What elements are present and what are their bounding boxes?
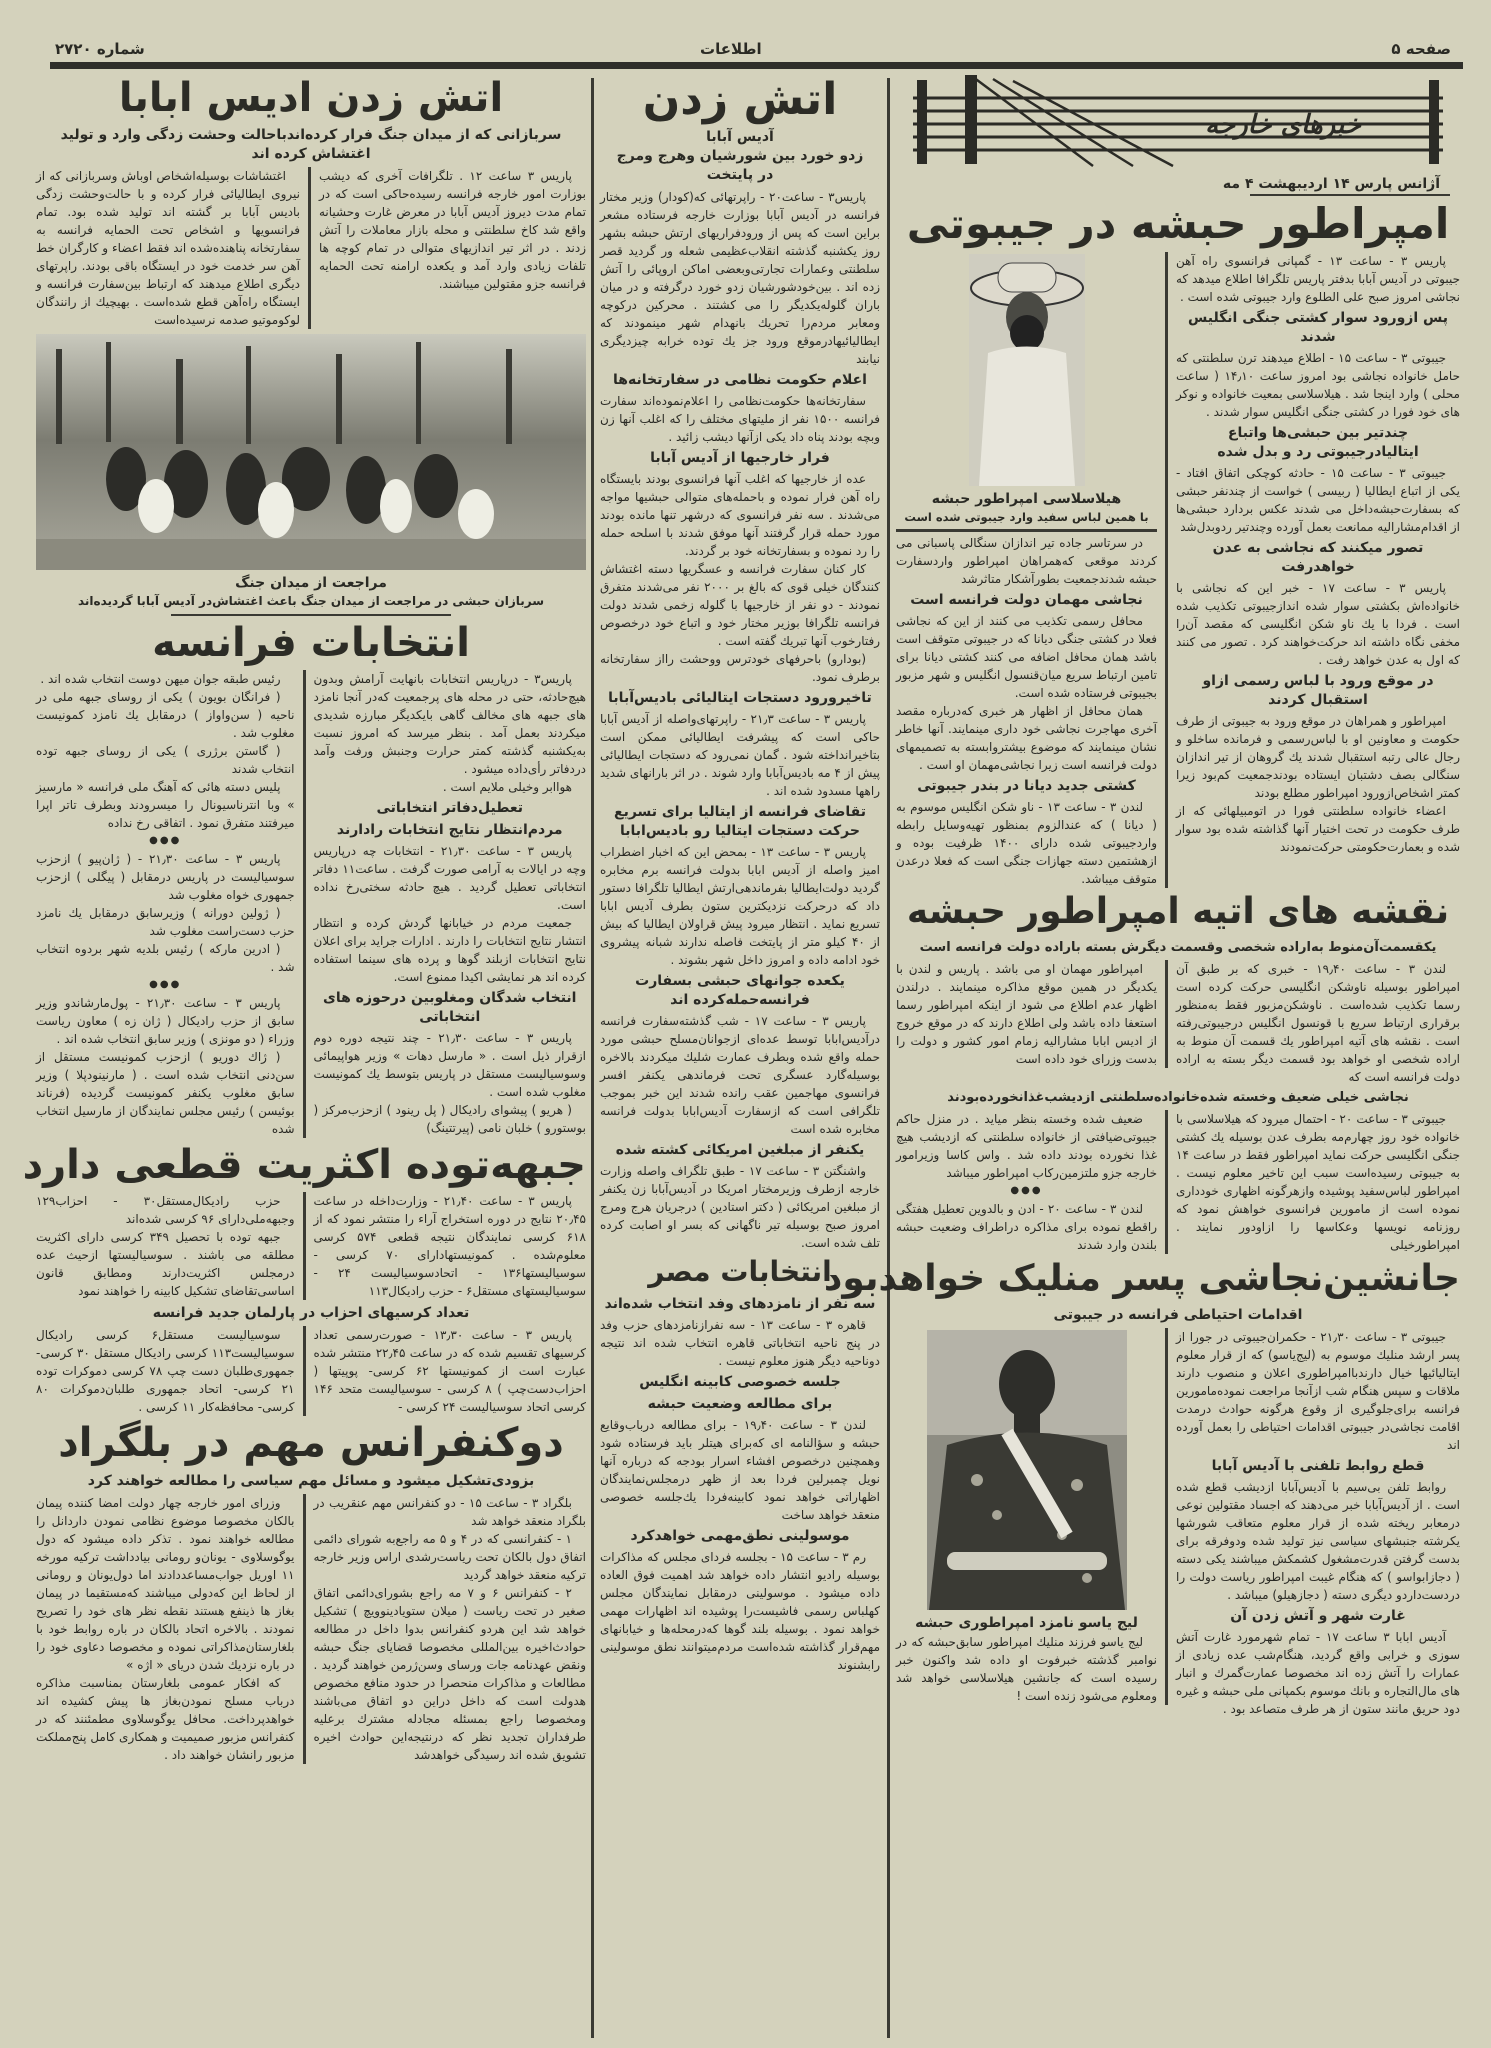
subheading: تقاضای فرانسه از ایتالیا برای تسریع حرکت دستجات ایتالیا رو بادیس‌ابابا: [614, 804, 866, 839]
article-columns: [36, 1494, 586, 1764]
page-number: صفحه ۵: [1391, 40, 1451, 58]
paragraph: جمعیت مردم در خیابانها گردش کرده و انتظار انتشار نتایج انتخابات را دارند . ادارات جراید برای اعلان نتایج انتخابات ازبلند گوها و پرده های سینما استفاده کرده اند هر نمایشی اکیدا ممنوع است.: [313, 916, 586, 984]
subheading: یکعده جوانهای حبشی بسفارت فرانسه‌حمله‌کرده اند: [635, 973, 845, 1008]
paragraph: روابط تلفن بی‌سیم با آدیس‌آبابا ازدیشب قطع شده است . از آدیس‌آبابا خبر می‌دهند که اجساد مقتولین نوعی درمعابر ریخته شده از قرار معلوم متعاقب شورشها یکرشته جنبشهای سیاسی نیز تولید شده ودوفرقه برای بدست گرفتن قدرت‌مشغول کشمکش میباشند یکی دسته ( دجازابواسو ) که هنگام غیبت امپراطور ریاست دولت را دردست‌دارد‌و دیگری دسته ( دجازهیلو) میباشد .: [1176, 1480, 1460, 1602]
masthead-rule: [50, 62, 1463, 69]
foreign-news-logo: [903, 72, 1453, 168]
photo-caption: با همین لباس سفید وارد جیبوتی شده است: [904, 510, 1149, 524]
paragraph: حزب رادیکال‌مستقل۳۰ - احزاب۱۲۹ وجبهه‌ملی‌دارای ۹۶ کرسی شده‌اند: [36, 1194, 295, 1226]
paragraph: ( گاستن برژری ) یکی از روسای جبهه توده انتخاب شدند: [36, 744, 295, 776]
article-columns: [36, 1192, 586, 1300]
paragraph: ضعیف شده وخسته بنظر میاید . در منزل حاکم جیبوتی‌ضیافتی از خانواده سلطنتی که ازدیشب هیچ غذا نخورده بودند داده شد . واس کاسا وزیرامور خارجه جزو ملتزمین‌رکاب امپراطور میباشد: [896, 1112, 1157, 1180]
paragraph: که افکار عمومی بلغارستان بمناسبت مذاکره درباب مسلح نمودن‌بغاز ها پیش کشیده اند خواهدپرداخت. محافل یوگوسلاوی مطمئنند که در کنفرانس مزبور صمیمیت و همکاری کامل پنج‌مملکت مزبور رانشان خواهند داد .: [36, 1676, 295, 1762]
photo-title: لیج یاسو نامزد امپراطوری حبشه: [915, 1615, 1138, 1631]
subheading: قطع روابط تلفنی با آدیس آبابا: [1211, 1458, 1425, 1474]
subhead-emperor-weak: نجاشی خیلی ضعیف وخسته شده‌خانواده‌سلطنتی ازدیشب‌غذانخورده‌بودند: [947, 1090, 1409, 1105]
subhead-plans: یکقسمت‌آن‌منوط به‌اراده شخصی وقسمت دیگرش بسته باراده دولت فرانسه است: [919, 940, 1437, 955]
article-column: [1168, 1328, 1460, 1718]
subheading: فرار خارجیها از آدیس آبابا: [650, 450, 830, 466]
article-column: [306, 1326, 587, 1416]
photo-title: هیلاسلاسی امپراطور حبشه: [931, 491, 1122, 507]
article-column: [1168, 252, 1460, 856]
article-column: [1168, 960, 1460, 1086]
logo-text: خبرهای خارجه: [1205, 110, 1361, 140]
paragraph: پاریس ۳ - ساعت ۲۱٫۳۰ - چند نتیجه دوره دوم ازقرار ذیل است . « مارسل دهات » وزیر هواپیمائی وسوسیالیست مستقل در پاریس بتوسط یك کمونیست مغلوب شده است .: [313, 1031, 586, 1099]
issue-number: شماره ۲۷۲۰: [55, 40, 145, 58]
headline-popular-front: جبهه‌توده اکثریت قطعی دارد: [22, 1142, 586, 1188]
paragraph: پاریس ۳ - ساعت ۱۳٫۳۰ - صورت‌رسمی تعداد کرسیهای تقسیم شده که در ساعت ۲۲٫۴۵ منتشر شده عبارت است از کمونیستها ۶۲ کرسی- پوپیتها ( احزاب‌دست‌چپ ) ۸ کرسی - سوسیالیست متحد ۱۴۶ کرسی اتحاد سوسیالیست ۲۴ کرسی -: [313, 1328, 587, 1414]
article-column: [896, 1328, 1168, 1705]
center-section: [600, 72, 880, 1674]
paragraph: رئیس طبقه جوان میهن دوست انتخاب شده اند .: [40, 672, 281, 686]
subheading: کشتی جدید دیانا در بندر جیبوتی: [917, 778, 1136, 794]
paragraph: آدیس ابابا ۳ ساعت ۱۷ - تمام شهرمورد غارت آتش سوزی و خرابی واقع گردید، هنگام‌شب عده زیادی از عمارات را آتش زده اند مخصوصا عمارت‌گمرك و انبار های مال‌التجاره و بانك موسوم بکمپانی ملی حبشه و غیره دود حریق مانند ستون از هر طرف متصاعد بود .: [1176, 1630, 1460, 1716]
article-columns: [36, 167, 586, 329]
paragraph: پاریس۳ - ساعت۲۰ - راپرتهائی که(کودار) وزیر مختار فرانسه در آدیس آبابا بوزارت خارجه فرستاده مشعر براین است که پس از ورودفراریهای ارتش حبشه بشهر روز یکشنبه گذشته انقلاب‌عظیمی شعله ور گردید قصر سلطنتی وعمارات تجارتی‌وبعضی اماکن اروپائی را آتش زده اند . بین‌خودشورشیان زدو خورد درگرفته و در میان باران گلوله‌یکدیگر را می کشتند . محرکین درکوچه ومعابر مردم‌را تحریك بانهدام شهر مینمودند که ایطالیائیهادرموقع ورود جز یك توده خرابه چیزدیگری نیابند: [600, 190, 880, 366]
subheading: جلسه خصوصی کابینه انگلیس: [639, 1374, 841, 1390]
column-divider: [887, 78, 890, 2038]
paragraph: لندن ۳ - ساعت ۱۹٫۴۰ - برای مطالعه درباب‌وقایع حبشه و سؤالنامه ای که‌برای هیتلر باید فرستاده شود وهمچنین درخصوص افشاء اسرار بودجه که درباره آنها نویل چمبرلین فردا بعد از ظهر درمجلس‌نمایندگان اظهاراتی خواهد نمود کابینه‌فردا یك‌جلسه خصوصی منعقد خواهد ساخت: [600, 1418, 880, 1522]
subheading: چندتیر بین حبشی‌ها واتباع ایتالیادرجیبوتی رد و بدل شده: [1217, 425, 1419, 460]
separator: ●●●: [149, 979, 182, 990]
photo-title: مراجعت از میدان جنگ: [235, 575, 387, 591]
subheading: آدیس آبابا: [706, 129, 774, 145]
paragraph: هوا‌ابر وخیلی ملایم است .: [442, 780, 572, 794]
paragraph: اعضاء خانواده سلطنتی فورا در اتومبیلهائی که از طرف حکومت در تحت اختیار آنها گذاشته شده بود سوار شده و بعمارت‌حکومتی حرکت‌نمودند: [1176, 804, 1460, 854]
paragraph: پاریس ۳ - ساعت ۲۱٫۳۰ - انتخابات چه درپاریس وچه در ایالات به آرامی صورت گرفت . ساعت۱۱ دفاتر انتخاباتی تعطیل گردید . هیچ حادثه سختی‌رخ نداده است.: [313, 844, 586, 912]
paragraph: جیبوتی ۳ - ساعت ۲۱٫۳۰ - حکمران‌جیبوتی در جورا از پسر ارشد منلیك موسوم به (لیج‌یاسو) که از قرار معلوم ایتالیائیها خیال دارندباامپراطوری اعلان و منصوب دارند ملاقات و سپس هنگام شب ازآنجا مراجعت نموده‌مامورین فرانسه برای‌جلوگیری از وقوع هرگونه حوادث درمدت اقامت نجاشی‌در جیبوتی اقدامات احتیاطی را بعمل آورده اند: [1176, 1330, 1460, 1452]
headline-emperor-djibouti: امپراطور حبشه در جیبوتی: [906, 199, 1450, 248]
subheading: غارت شهر و آتش زدن آن: [1230, 1608, 1406, 1624]
separator: ●●●: [1010, 1185, 1043, 1196]
paragraph: لندن ۳ - ساعت ۱۹٫۴۰ - خبری که بر طبق آن امپراطور بوسیله ناوشکن انگلیسی حرکت کرده است رسما تکذیب شده‌است . ناوشکن‌مزبور فقط به‌منظور برقراری ارتباط سریع با قونسول انگلیس درجیبوتی‌رفته است . نقشه های آتیه امپراطور یك قسمت آن منوط به اراده شخصی او خواهد بود قسمت دیگر بسته به اراده دولت فرانسه است که: [1176, 962, 1460, 1084]
paragraph: جبهه توده با تحصیل ۳۴۹ کرسی دارای اکثریت مطلقه می باشند . سوسیالیستها ازحیث عده درمجلس اکثریت‌دارند ومطابق قانون اساسی‌تقاضای تشکیل کابینه را خواهند نمود: [36, 1230, 295, 1298]
article-column: [36, 1326, 306, 1416]
article-column: [896, 1110, 1168, 1254]
article-column: [896, 960, 1168, 1068]
headline-fire: اتش زدن: [642, 74, 838, 125]
paragraph: پلیس دسته هائی که آهنگ ملی فرانسه « مارسیز » وبا انترناسیونال را میسرودند وبطرف تاتر اپرا میرفتند متفرق نمود . اتفاقی رخ نداده: [36, 780, 295, 830]
subheading: اعلام حکومت نظامی در سفارتخانه‌ها: [613, 372, 867, 388]
paragraph: ( هریو ) پیشوای رادیکال ( پل رینود ) ازحزب‌مرکز ( بوستورو ) خلبان نامی (پیرتتینگ): [313, 1103, 586, 1135]
paragraph: پاریس ۳ - ساعت ۲۱٫۴۰ - وزارت‌داخله در ساعت ۲۰٫۴۵ نتایج در دوره استخراج آراء را منتشر نمود که از ۶۱۸ کرسی نمایندگان نتیجه قطعی ۵۷۴ کرسی معلوم‌شده . کمونیستهادارای ۷۰ کرسی - سوسیالیستها۱۳۶ - اتحادسوسیالیست ۲۴ - سوسیالیستهای مستقل۶ - حزب رادیکال۱۱۳: [313, 1194, 586, 1298]
subheading: یکنفر از مبلغین امریکائی کشته شده: [615, 1142, 865, 1158]
paragraph: قاهره ۳ - ساعت ۱۳ - سه نفرازنامزدهای حزب وفد در پنج ناحیه انتخاباتی قاهره انتخاب شده اند نتیجه دوناحیه دیگر هنوز معلوم نیست .: [600, 1318, 880, 1368]
article-column: [306, 670, 587, 1137]
subhead-belgrade: بزودی‌تشکیل میشود و مسائل مهم سیاسی را مطالعه خواهند کرد: [87, 1473, 535, 1489]
paragraph: کار کنان سفارت فرانسه و عسگریها دسته اغتشاش کنندگان خیلی قوی که بالغ بر ۲۰۰۰ نفر می‌شدند متفرق نمودند - دو نفر از خارجیها با گلوله زخمی شدند دولت فرانسه تلگرافا بوزیر مختار خود و اتباع خود درخصوص رفتارخوب آنها تبریك گفته است .: [600, 562, 881, 648]
paragraph: پاریس ۳ - ساعت ۲۱٫۳۰ - ( ژان‌پیو ) ازحزب سوسیالیست در پاریس درمقابل ( پیگلی ) ازحزب جمهوری خواه مغلوب شد: [36, 852, 295, 902]
subheading: موسولینی نطق‌مهمی خواهدکرد: [630, 1528, 850, 1544]
paragraph: جیبوتی ۳ - ساعت ۱۵ - اطلاع میدهند ترن سلطنتی که حامل خانواده نجاشی بود امروز ساعت ۱۴٫۱۰ ( ساعت محلی ) وارد اینجا شد . هیلاسلاسی بمعیت خانواده و نوکر های خود فورا در کشتی جنگی انگلیس سوار شدند .: [1176, 351, 1460, 419]
paragraph: ۱ - کنفرانسی که در ۴ و ۵ مه راجع‌به شورای دائمی اتفاق دول بالکان تحت ریاست‌رشدی اراس وزیر خارجه ترکیه منعقد خواهد گردید: [313, 1532, 586, 1582]
headline-egypt-elections: انتخابات مصر: [648, 1255, 832, 1288]
photo-soldiers-returning: [36, 334, 586, 570]
subheading: در پایتخت: [706, 167, 774, 183]
paragraph: پاریس ۳ - ساعت ۱۷ - شب گذشته‌سفارت فرانسه درآدیس‌ابابا توسط عده‌ای ازجوانان‌مسلح حبشی مورد حمله واقع شده وبطرف عمارت شلیك میکردند بالاخره بوسیله‌گارد عسگری تحت فرماندهی یکنفر افسر فرانسوی مهاجمین عقب رانده شدند این خبر بموجب تلگرافی است که ازسفارت آدیس‌ابابا بدولت فرانسه مخابره شده است: [600, 1014, 880, 1136]
paragraph: پاریس۳ - درپاریس انتخابات بانهایت آرامش وبدون هیچ‌حادثه، حتی در محله های پرجمعیت که‌در آنجا نامزد های جبهه های مخالف گاهی بایکدیگر مبارزه شدیدی میکردند بعمل آمد . بنظر میرسد که امروز نسبت به‌یکشنبه گذشته کمتر حرارت وجنبش ورفت وآمد دردفاتر رأی‌داده میشود .: [313, 672, 586, 776]
paragraph: بلگراد ۳ - ساعت ۱۵ - دو کنفرانس مهم عنقریب در بلگراد منعقد خواهد شد: [313, 1496, 586, 1528]
subheading: تعطیل‌دفاتر انتخاباتی: [376, 800, 523, 816]
photo-caption: سربازان حبشی در مراجعت از میدان جنگ باعث اغتشاش‌در آدیس آبابا گردیده‌اند: [77, 594, 545, 608]
newspaper-name: اطلاعات: [700, 40, 762, 58]
paragraph: واشنگتن ۳ - ساعت ۱۷ - طبق تلگراف واصله وزارت خارجه ازطرف وزیرمختار امریکا در آدیس‌آبابا زن یکنفر از مبلغین امریکائی ( دکتر استادین ) درجریان هرج ومرج امروز صبح بوسیله تیر ناگهانی که بسر او اصابت کرده تلف شده است.: [600, 1164, 880, 1250]
article-column: [36, 1192, 306, 1300]
subhead-seats: تعداد کرسیهای احزاب در پارلمان جدید فرانسه: [152, 1305, 470, 1321]
paragraph: امپراطور و همراهان در موقع ورود به جیبوتی از طرف حکومت و معاونین او با لباس‌رسمی و فرمانده ساخلو و رجال عالی رتبه استقبال شدند یك گروهان از تیر اندازان سنگالی بصف دشتبان ایستاده بودند‌جمعیت کم‌بود زیرا کمتر اشخاص‌ازورود امپراطور مطلع بودند: [1176, 714, 1460, 800]
paragraph: سفارتخانه‌ها حکومت‌نظامی را اعلام‌نموده‌اند سفارت فرانسه ۱۵۰۰ نفر از ملیتهای مختلف را که اغلب آنها زن وبچه بودند پناه داد یکی ازآنها دیشب زائید .: [600, 394, 881, 444]
paragraph: ( فرانگان بویون ) یکی از روسای جبهه ملی در ناحیه ( سن‌واواز ) درمقابل یك نامزد کمونیست مغلوب شد .: [36, 690, 295, 740]
paragraph: لندن ۳ - ساعت ۲۰ - ادن و بالدوین تعطیل هفتگی راقطع نموده برای مذاکره دراطراف وضعیت حبشه بلندن وارد شدند: [896, 1202, 1157, 1252]
article-column: [896, 252, 1168, 888]
article-columns: [36, 670, 586, 1138]
article-column: [36, 1494, 306, 1764]
subheading: نجاشی مهمان دولت فرانسه است: [910, 592, 1143, 608]
subheading: مردم‌انتظار نتایج انتخابات رادارند: [336, 822, 563, 838]
divider: [896, 529, 1157, 532]
column-divider: [591, 78, 594, 2038]
agency-dateline: آژانس پارس ۱۴ اردیبهشت ۴ مه: [1222, 176, 1440, 192]
paragraph: جیبوتی ۳ - ساعت ۲۰ - احتمال میرود که هیلاسلاسی با خانواده خود روز چهارم‌مه بطرف عدن بوسیله یك کشتی جنگی انگلیسی حرکت نماید امپراطور فقط در ساعت ۱۴ به جیبوتی رسیده‌است سبب این تاخیر معلوم نیست . امپراطور لباس‌سفید پوشیده وازهرگونه اظهاری خودداری نموده است از مامورین فرانسوی خواهش نمود که روزنامه نویسها وعکاسها را ازاودور نمایند . امپراطورخیلی: [1176, 1112, 1460, 1252]
left-section: [22, 72, 587, 1764]
subheading: پس ازورود سوار کشتی جنگی انگلیس شدند: [1187, 310, 1449, 345]
subheading: زدو خورد بین شورشیان وهرج ومرج: [616, 148, 864, 164]
right-section: [823, 72, 1460, 1718]
subheading: در موقع ورود با لباس رسمی ازاو استقبال کردند: [1202, 673, 1434, 708]
headline-france-elections: انتخابات فرانسه: [152, 620, 470, 666]
subheading: تاخیرورود دستجات ایتالیائی بادیس‌آبابا: [608, 690, 872, 706]
paragraph: در سرتاسر جاده تیر اندازان سنگالی پاسبانی می کردند موقعی که‌همراهان امپراطور واردسفارت حبشه شدند‌جمعیت بطورآشکار متاثرشد: [896, 536, 1157, 586]
paragraph: اغتشاشات بوسیله‌اشخاص اوباش وسربازانی که از نیروی ایطالیائی فرار کرده و با حالت‌وحشت زدگی بادیس آبابا بر گشته اند تولید شده بود. تمام فرانسویها و اشخاص تحت الحمایه فرانسه به سفارتخانه پناهنده‌شده اند فقط اعضاء و کارگران خط آهن سر خدمت خود در ایستگاه باقی بودند. راپرتهای دیگری اطلاع میدهند که ارتباط بین‌سفارت فرانسه و ایستگاه راه‌آهن قطع شده‌است . بهیچیك از رانندگان لوکوموتیو صدمه نرسیده‌است: [36, 169, 300, 327]
article-column: [311, 167, 586, 293]
article-columns: [896, 960, 1460, 1086]
headline-successor: جانشین‌نجاشی پسر منلیک خواهدبود: [823, 1258, 1460, 1299]
article-column: [1168, 1110, 1460, 1254]
article-column: [600, 1295, 880, 1674]
paragraph: (بودارو) باحرفهای خودترس ووحشت رااز سفارتخانه برطرف نمود.: [600, 652, 880, 684]
article-column: [600, 188, 880, 1252]
headline-fire-addis: اتش زدن ادیس ابابا: [118, 75, 504, 121]
paragraph: جیبوتی ۳ - ساعت ۱۵ - حادثه کوچکی اتفاق افتاد - یکی از اتباع ایطالیا ( ربیسی ) خواست از چندنفر حبشی که بسفارت‌حبشه‌داخل می شدند عکس بردارد حبشی‌ها از اقدام‌مشارالیه ممانعت بعمل آورده وچندتیر ردوبدل‌شد: [1176, 466, 1460, 534]
paragraph: لیج یاسو فرزند منلیك امپراطور سابق‌حبشه که در نوامبر گذشته خبرفوت او داده شد واکنون خبر رسیده است که جانشین هیلاسلاسی خواهد شد ومعلوم می‌شود زنده است !: [896, 1635, 1157, 1703]
article-column: [306, 1192, 587, 1300]
paragraph: پاریس ۳ - ساعت ۲۱٫۳ - راپرتهای‌واصله از آدیس آبابا حاکی است که پیشرفت ایطالیائی ممکن است بتاخیرانداخته شود . گمان نمی‌رود که دستجات ایطالیائی پیش از ۴ مه بادیس‌آبابا وارد شوند . در اثر بارانهای شدید راهها مسدود شده اند .: [600, 712, 880, 798]
paragraph: ۲ - کنفرانس ۶ و ۷ مه راجع بشورای‌دائمی اتفاق صغیر در تحت ریاست ( میلان ستویادینوویچ ) تشکیل خواهد شد این هردو کنفرانس بدوا داخل در مطالعه حوادث‌اخیره بین‌المللی مخصوصا قضایای جنگ حبشه ونقض عهدنامه جات ورسای وسن‌ژرمن خواهند گردید . مطالعات و مذاکرات منحصرا در حدود منافع مخصوص هدولت است که داخل دراین دو اتفاق می‌باشند ومخصوصا راجع بمسئله مجادله مشترك برعلیه طرفداران تجدید نظر که درنتیجه‌این حوادث اخیره تشویق شده اند رسیدگی خواهدشد: [313, 1586, 586, 1762]
subhead-successor: اقدامات احتیاطی فرانسه در جیبوتی: [1053, 1307, 1303, 1323]
paragraph: محافل رسمی تکذیب می کنند از این که نجاشی فعلا در کشتی جنگی دیانا که در جیبوتی متوقف است باشد همان محافل اضافه می کنند کشتی دیانا برای تامین ارتباط سریع میان‌قنسول انگلیس و شهر مزبور بجیبوتی فرستاده شده است.: [896, 614, 1157, 700]
paragraph: امپراطور مهمان او می باشد . پاریس و لندن با یکدیگر در همین موقع مذاکره مینمایند . درلندن اظهار عدم اطلاع می شود از اینکه امپراطور رسما استعفا داده باشد ولی اطلاع دارند که در موقع خروج از ادیس ابابا مشارالیه زمام امور کشور و دولت را بدست وزرای خود داده است: [896, 962, 1157, 1066]
separator: ●●●: [149, 835, 182, 846]
paragraph: پاریس ۳ ساعت ۱۲ . تلگرافات آخری که دیشب بوزارت امور خارجه فرانسه رسیده‌حاکی است که در تمام مدت دیروز آدیس آبابا در معرض غارت وحشیانه واقع شد کاخ سلطنتی و محله بازار معاملات را آتش زدند . در اثر تیر اندازیهای متوالی در تمام کوچه ها تلفات زیادی وارد آمد و یکعده ارامنه تحت الحمایه فرانسه جزو مقتولین میباشند.: [319, 169, 586, 291]
paragraph: ( ادرین مارکه ) رئیس بلدیه شهر بردوه انتخاب شد .: [36, 942, 295, 974]
article-column: [36, 670, 306, 1138]
article-column: [36, 167, 311, 329]
paragraph: پاریس ۳ - ساعت ۱۷ - خبر این که نجاشی با خانواده‌اش بکشتی سوار شده اندازجیبوتی تکذیب شده است . فردا با یك ناو شکن انگلیسی که مقصد آن‌را مخفی نگاه داشته اند حرکت‌خواهند کرد . تصور می کنند که اول به عدن خواهد رفت .: [1176, 581, 1460, 667]
headline-emperor-plans: نقشه های اتیه امپراطور حبشه: [906, 891, 1450, 932]
subheading: انتخاب شدگان ومغلوبین درحوزه های انتخاباتی: [323, 990, 577, 1025]
paragraph: رم ۳ - ساعت ۱۵ - بجلسه فردای مجلس که مذاکرات بوسیله رادیو انتشار داده خواهد شد اهمیت فوق العاده داده میشود . موسولینی درمقابل نمایندگان مجلس کهلباس رسمی فاشیست‌را پوشیده اند اظهارات مهمی خواهد نمود . بوسیله بلند گوها که‌درمحله‌ها و خیابانهای مهم‌قرار گذاشته شده‌است مردم‌میتوانند نطق موسولینی رابشنوند: [600, 1550, 880, 1672]
paragraph: لندن ۳ - ساعت ۱۳ - ناو شکن انگلیس موسوم به ( دیانا ) که عندالزوم بمنظور تهیه‌وسایل رابطه واردجیبوتی شده دارای ۱۴۰۰ ظرفیت بوده و ازهشتمین دسته جهازات جنگی است که فعلا درعدن متوقف میباشد.: [896, 800, 1157, 886]
paragraph: پاریس ۳ - ساعت ۱۳ - گمپانی فرانسوی راه آهن جیبوتی در آدیس آبابا بدفتر پاریس تلگرافا اطلاع میدهد که نجاشی امروز صبح علی الطلوع وارد جیبوتی شده است .: [1176, 254, 1460, 304]
paragraph: سوسیالیست مستقل۶ کرسی رادیکال سوسیالیست۱۱۳ کرسی رادیکال مستقل ۳۰ کرسی- جمهوری‌طلبان دست چپ ۷۸ کرسی دموکرات توده ۲۱ کرسی- اتحاد جمهوری طلبان‌دموکرات ۸۰ کرسی- محافظه‌کار ۱۱ کرسی .: [36, 1328, 295, 1414]
headline-belgrade: دوکنفرانس مهم در بلگراد: [58, 1420, 564, 1466]
paragraph: وزرای امور خارجه چهار دولت امضا کننده پیمان بالکان مخصوصا موضوع نظامی نمودن داردانل را مطالعه خواهند نمود . تذکر داده میشود که دول یوگوسلاوی - یونان‌و رومانی بیادداشت ترکیه مورخه ۱۱ اوریل جواب‌مساعد‌دادند اما دول‌یونان و رومانی از لحاظ این که‌دولی میباشند که‌مستقیما در پیمان بغاز ها ذینفع هستند نقطه نظر های خود را تصریح نمودند . بالاخره اتحاد بالکان در باره روابط خود با بلغارستان‌مذاکراتی نموده و مخصوصا دعاوی خود را در باره نزدیك شدن دریای « اژه »: [36, 1496, 295, 1672]
subheading: تصور میکنند که نجاشی به عدن خواهدرفت: [1212, 540, 1424, 575]
paragraph: پاریس ۳ - ساعت ۲۱٫۳۰ - پول‌مارشاندو وزیر سابق از حزب رادیکال ( ژان زه ) معاون ریاست وزراء ( دو مونزی ) وزیر سابق انتخاب شده اند .: [36, 996, 295, 1046]
paragraph: ( ژاك دوریو ) ازحزب کمونیست مستقل از سن‌دنی انتخاب شده است . ( مارنینودپلا ) وزیر سابق مغلوب یکنفر کمونیست گردیده (فرناند بوئیسن ) رئیس مجلس نمایندگان از مارسیل انتخاب شده: [36, 1050, 295, 1136]
article-columns: [896, 252, 1460, 888]
paragraph: عده از خارجیها که اغلب آنها فرانسوی بودند بایستگاه راه آهن فرار نموده و باحمله‌های متوالی حبشیها مواجه می‌شدند . سه نفر فرانسوی که درشهر تنها مانده بودند مورد حمله قرار گرفتند آنها موفق شدند با اسلحه حمله را رد نموده و بسفارتخانه خود بر گردند.: [600, 472, 880, 558]
paragraph: پاریس ۳ - ساعت ۱۳ - بمحض این که اخبار اضطراب امیز واصله از آدیس ابابا بدولت فرانسه برم مخابره گردید دولت‌ایطالیا بفرماندهی‌ارتش ایطالیا تلگرافا دستور داد که درحرکت نزدیکترین ستون بطرف آدیس ابابا تسریع نماید . انتظار میرود پیش قراولان ایطالیا که بیش از ۴۰ کیلو متر از پایتخت فاصله ندارند شبانه پیشروی خود ادامه داده و امروز داخل شهر بشوند .: [600, 845, 880, 967]
subhead-fire-addis: سربازانی که از میدان جنگ فرار کرده‌اندباحالت وحشت زدگی وارد و تولید اغتشاش کرده اند: [60, 127, 562, 162]
article-column: [306, 1494, 587, 1764]
paragraph: همان محافل از اظهار هر خبری که‌درباره مقصد آخری مهاجرت نجاشی خود داری مینمایند. آنها خاطر نشان مینمایند که موضوع بیشتروابسته به تصمیمهای دولت فرانسه است زیرا نجاشی‌مهمان او است .: [896, 704, 1157, 772]
article-columns: [36, 1326, 586, 1416]
photo-lij-iyasu: [927, 1330, 1127, 1610]
paragraph: ( ژولین دورانه ) وزیرسابق درمقابل یك نامزد حزب دست‌راست مغلوب شد: [36, 906, 295, 938]
subheading: سه نفر از نامزدهای وفد انتخاب شده‌اند: [604, 1296, 876, 1312]
article-columns: [896, 1110, 1460, 1254]
photo-haile-selassie: [969, 254, 1085, 486]
article-columns: [896, 1328, 1460, 1718]
subheading: برای مطالعه وضعیت حبشه: [647, 1396, 833, 1412]
